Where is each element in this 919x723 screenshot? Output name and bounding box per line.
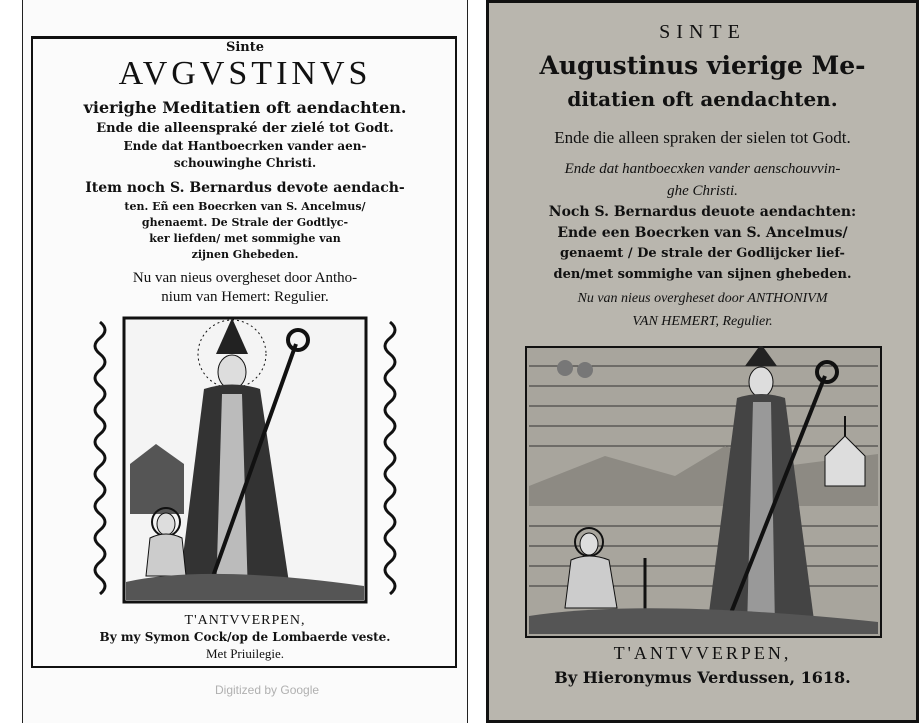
left-translator-line-1: Nu van nieus overgheset door Antho- — [132, 270, 358, 286]
right-item-line-1: Noch S. Bernardus deuote aendachten: — [548, 204, 857, 220]
right-line-4: Ende dat hantboecxken vander aenschouvvin- — [564, 161, 841, 177]
right-translator-line-2: VAN HEMERT, Regulier. — [632, 314, 773, 329]
right-title-line-1: Augustinus vierige Me- — [539, 51, 866, 80]
right-title-page — [486, 0, 919, 723]
left-item-line-1: Item noch S. Bernardus devote aendach- — [85, 180, 405, 196]
right-translator-line-1: Nu van nieus overgheset door ANTHONIVM — [577, 291, 828, 306]
left-privilege: Met Priuilegie. — [206, 646, 284, 661]
right-woodcut-st-augustine — [525, 346, 882, 638]
right-title-line-2: ditatien oft aendachten. — [567, 87, 838, 111]
right-item-line-2: Ende een Boecrken van S. Ancelmus/ — [557, 225, 848, 241]
left-title-line-4: schouwinghe Christi. — [173, 156, 317, 170]
left-title-large: AVGVSTINVS — [118, 55, 372, 92]
left-woodcut-st-augustine — [86, 314, 404, 606]
left-title-line-2: Ende die alleenspraké der zielé tot Godt. — [96, 121, 394, 136]
left-title-line-3: Ende dat Hantboecrken vander aen- — [123, 139, 367, 153]
right-line-5: ghe Christi. — [667, 183, 738, 199]
left-imprint-city: T'ANTVVERPEN, — [184, 613, 306, 628]
left-item-line-4: ker liefden/ met sommighe van — [149, 232, 341, 245]
left-item-line-2: ten. Eñ een Boecrken van S. Ancelmus/ — [124, 200, 366, 213]
left-item-line-5: zijnen Ghebeden. — [191, 248, 299, 261]
google-watermark: Digitized by Google — [215, 683, 320, 697]
left-title-page — [22, 0, 468, 723]
right-item-line-3: genaemt / De strale der Godlijcker lief- — [560, 246, 845, 261]
left-title-line-1: vierighe Meditatien oft aendachten. — [83, 98, 407, 117]
left-imprint-printer: By my Symon Cock/op de Lombaerde veste. — [99, 630, 391, 644]
right-title-small: SINTE — [659, 21, 746, 43]
left-title-small: Sinte — [225, 40, 265, 55]
right-imprint-city: T'ANTVVERPEN, — [613, 643, 792, 663]
left-translator-line-2: nium van Hemert: Regulier. — [161, 289, 329, 305]
right-imprint-printer: By Hieronymus Verdussen, 1618. — [554, 668, 851, 687]
right-line-3: Ende die alleen spraken der sielen tot Godt. — [554, 128, 851, 147]
left-item-line-3: ghenaemt. De Strale der Godtlyc- — [141, 216, 349, 229]
right-item-line-4: den/met sommighe van sijnen ghebeden. — [553, 267, 852, 282]
